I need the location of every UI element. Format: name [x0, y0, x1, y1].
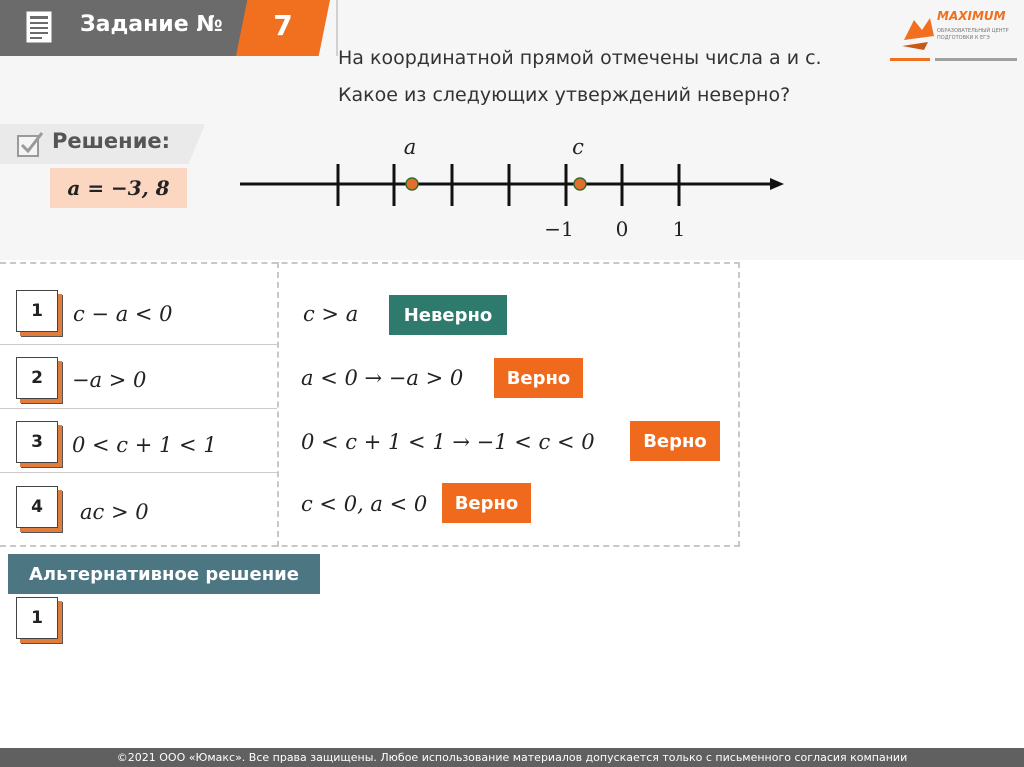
option-reasoning: a < 0 → −a > 0	[301, 366, 464, 390]
table-row-divider	[0, 344, 277, 345]
solution-label: Решение:	[52, 129, 171, 153]
a-value-highlight: a = −3, 8	[50, 168, 187, 208]
verdict-badge-true: Верно	[494, 358, 583, 398]
verdict-badge-false: Неверно	[389, 295, 507, 335]
option-statement: 0 < c + 1 < 1	[72, 433, 217, 457]
copyright-footer: ©2021 ООО «Юмакс». Все права защищены. Любое использование материалов допускается только с письменного согласия компании	[0, 748, 1024, 767]
tick-label-zero: 0	[615, 217, 629, 241]
table-row-divider	[0, 408, 277, 409]
logo-name: MAXIMUM	[937, 9, 1006, 23]
tick-label-minus-one: −1	[544, 217, 574, 241]
number-line-arrow-icon	[770, 178, 784, 190]
verdict-badge-true: Верно	[630, 421, 720, 461]
option-statement: ac > 0	[80, 500, 149, 524]
option-number-badge: 1	[16, 290, 58, 332]
point-c-label: c	[572, 135, 584, 159]
verdict-badge-true: Верно	[442, 483, 531, 523]
point-c-marker	[574, 178, 586, 190]
table-column-divider	[277, 262, 279, 547]
option-number-badge: 3	[16, 421, 58, 463]
option-reasoning: c < 0, a < 0	[301, 492, 428, 516]
point-a-marker	[406, 178, 418, 190]
option-number-badge: 4	[16, 486, 58, 528]
table-row-divider	[0, 472, 277, 473]
option-statement: −a > 0	[72, 368, 147, 392]
question-line-2: Какое из следующих утверждений неверно?	[338, 84, 791, 106]
option-reasoning: c > a	[303, 302, 359, 326]
option-statement: c − a < 0	[73, 302, 173, 326]
task-label: Задание №	[80, 12, 223, 37]
alternative-number-badge: 1	[16, 597, 58, 639]
option-number-badge: 2	[16, 357, 58, 399]
option-reasoning: 0 < c + 1 < 1 → −1 < c < 0	[301, 430, 595, 454]
tick-label-one: 1	[672, 217, 686, 241]
point-a-label: a	[403, 135, 417, 159]
question-line-1: На координатной прямой отмечены числа а и с.	[338, 47, 822, 69]
logo-tagline: ОБРАЗОВАТЕЛЬНЫЙ ЦЕНТР ПОДГОТОВКИ К ЕГЭ	[937, 28, 1009, 41]
task-number: 7	[273, 9, 293, 42]
alternative-solution-button[interactable]: Альтернативное решение	[8, 554, 320, 594]
number-line-diagram	[0, 0, 1024, 260]
